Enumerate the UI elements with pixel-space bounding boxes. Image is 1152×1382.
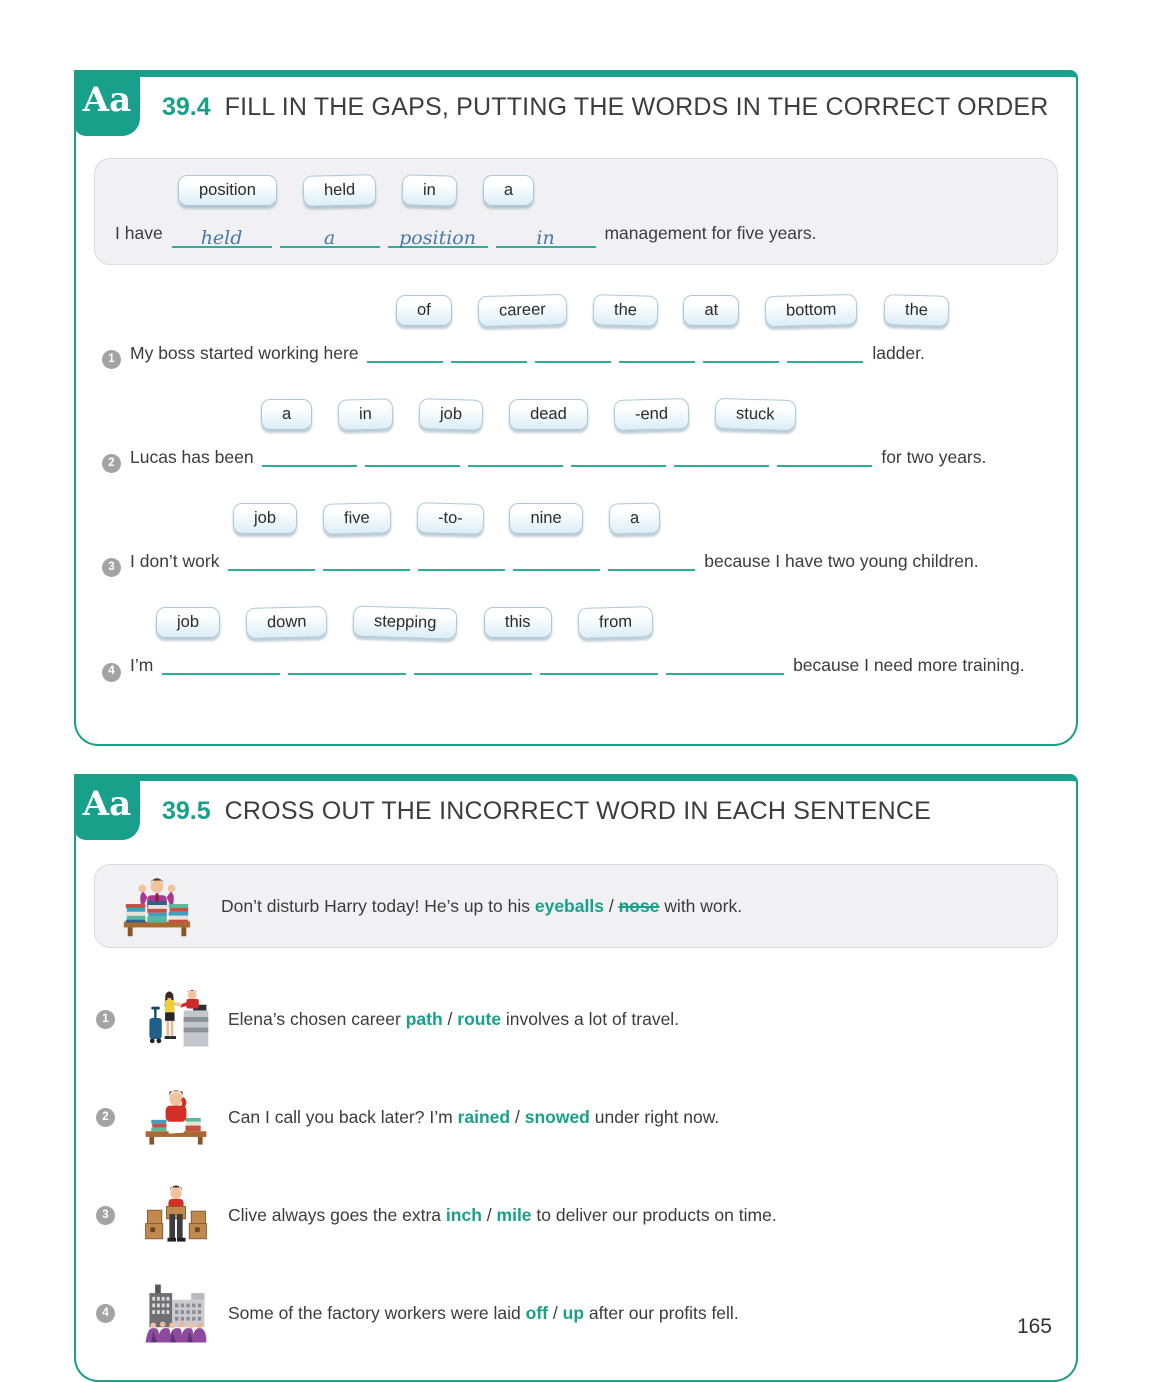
chips-row (396, 295, 1050, 326)
busy-phone-call-illustration (134, 1083, 218, 1151)
option-word-2[interactable]: nose (618, 895, 660, 916)
cross-out-item (96, 1176, 1050, 1254)
example-box (94, 158, 1058, 265)
answer-blank[interactable] (540, 655, 658, 675)
word-chip[interactable]: dead (509, 399, 588, 430)
item-number-badge: 4 (102, 663, 121, 682)
exercise-number: 39.5 (162, 797, 211, 825)
word-chip[interactable]: in (402, 174, 458, 207)
cross-out-items (76, 956, 1076, 1380)
answer-blank[interactable] (571, 447, 666, 467)
option-word-1[interactable]: inch (445, 1204, 482, 1225)
gap-fill-item (102, 399, 1050, 473)
word-chip[interactable]: held (303, 174, 377, 207)
sentence-lead: I’m (130, 655, 154, 676)
item-sentence (221, 893, 742, 919)
slash-separator: / (514, 1106, 520, 1127)
sentence-tail: for two years. (881, 447, 987, 468)
item-sentence (228, 1300, 739, 1326)
aa-vocabulary-badge (74, 70, 140, 136)
answer-blank[interactable] (666, 655, 784, 675)
sentence-tail: under right now. (594, 1106, 720, 1127)
gap-fill-item (102, 607, 1050, 681)
answer-blank[interactable] (513, 551, 600, 571)
chips-row (233, 503, 1050, 534)
item-number-badge: 2 (102, 454, 121, 473)
exercise-title: FILL IN THE GAPS, PUTTING THE WORDS IN THE CORRECT ORDER (224, 93, 1049, 121)
answer-blank[interactable] (228, 551, 315, 571)
word-chip[interactable]: job (419, 398, 484, 431)
answer-blank[interactable] (787, 343, 863, 363)
word-chip[interactable]: -to- (416, 502, 484, 535)
option-word-1[interactable]: path (405, 1008, 443, 1029)
answer-blank[interactable] (619, 343, 695, 363)
sentence-lead: I have (115, 223, 163, 243)
word-chip[interactable]: at (683, 295, 739, 326)
answer-blank[interactable] (365, 447, 460, 467)
gap-fill-items (76, 295, 1076, 712)
exercise-header (76, 781, 1076, 826)
item-number-badge: 2 (96, 1108, 115, 1127)
cross-out-item (96, 1078, 1050, 1156)
chips-row (156, 607, 1050, 638)
answer-blank[interactable] (535, 343, 611, 363)
answer-blank[interactable] (414, 655, 532, 675)
word-chip[interactable]: career (477, 294, 567, 327)
slash-separator: / (486, 1204, 492, 1225)
item-number-badge: 4 (96, 1304, 115, 1323)
answer-blank[interactable] (496, 228, 596, 248)
word-chip[interactable]: job (156, 607, 220, 638)
word-chip[interactable]: position (178, 175, 277, 206)
sentence-tail: after our profits fell. (588, 1302, 739, 1323)
sentence-lead: My boss started working here (130, 343, 359, 363)
sentence-lead: Elena’s chosen career (228, 1008, 401, 1029)
answer-blank[interactable] (280, 228, 380, 248)
sentence-lead: Can I call you back later? I’m (228, 1106, 453, 1127)
answer-blank[interactable] (162, 655, 280, 675)
option-word-2[interactable]: up (562, 1302, 585, 1323)
word-chip[interactable]: bottom (765, 294, 858, 327)
sentence-lead: Lucas has been (130, 447, 254, 468)
word-chip[interactable]: the (883, 294, 949, 327)
slash-separator: / (552, 1302, 558, 1323)
word-chip[interactable]: stuck (714, 398, 795, 431)
cross-out-item (96, 980, 1050, 1058)
option-word-2[interactable]: mile (496, 1204, 532, 1225)
item-sentence (102, 444, 1050, 473)
answer-blank[interactable] (172, 228, 272, 248)
answer-blank[interactable] (288, 655, 406, 675)
traveler-checkin-illustration (134, 985, 218, 1053)
sentence-lead: Don’t disturb Harry today! He’s up to his (221, 895, 530, 916)
example-sentence (115, 220, 1037, 248)
word-chip[interactable]: from (577, 606, 653, 639)
word-chip[interactable]: this (484, 607, 552, 638)
answer-blank[interactable] (674, 447, 769, 467)
exercise-39-5-panel (74, 774, 1078, 1382)
answer-blank[interactable] (451, 343, 527, 363)
word-chip[interactable]: down (246, 606, 328, 639)
answer-blank[interactable] (418, 551, 505, 571)
word-chip[interactable]: in (338, 398, 394, 430)
option-word-1[interactable]: off (525, 1302, 548, 1323)
gap-fill-item (102, 503, 1050, 577)
page-number: 165 (1016, 1315, 1052, 1338)
word-chip[interactable]: five (323, 502, 391, 535)
sentence-tail: because I have two young children. (704, 551, 979, 572)
answer-blank[interactable] (323, 551, 410, 571)
aa-badge-label: Aa (82, 80, 132, 120)
slash-separator: / (608, 895, 614, 916)
exercise-number: 39.4 (162, 93, 211, 121)
handwritten-answer: in (536, 227, 555, 249)
sentence-tail: with work. (664, 895, 743, 916)
exercise-title: CROSS OUT THE INCORRECT WORD IN EACH SENTENCE (224, 797, 931, 825)
sentence-lead: Clive always goes the extra (228, 1204, 442, 1225)
item-number-badge: 3 (102, 558, 121, 577)
sentence-tail: ladder. (872, 343, 925, 363)
answer-blank[interactable] (388, 228, 488, 248)
gap-fill-item (102, 295, 1050, 369)
slash-separator: / (447, 1008, 453, 1029)
item-sentence (228, 1202, 777, 1228)
aa-vocabulary-badge (74, 774, 140, 840)
handwritten-answer: a (323, 227, 336, 249)
example-box (94, 864, 1058, 948)
sentence-lead: I don’t work (130, 551, 220, 572)
answer-blank[interactable] (468, 447, 563, 467)
item-number-badge: 1 (96, 1010, 115, 1029)
answer-blank[interactable] (262, 447, 357, 467)
word-chip[interactable]: stepping (353, 606, 458, 640)
handwritten-answer: held (200, 227, 243, 249)
exercise-39-4-panel (74, 70, 1078, 746)
option-word-1[interactable]: eyeballs (534, 895, 604, 916)
aa-badge-label: Aa (82, 784, 132, 824)
word-chip[interactable]: a (608, 503, 660, 535)
item-sentence (228, 1104, 719, 1130)
word-chip[interactable]: a (483, 175, 534, 206)
sentence-lead: Some of the factory workers were laid (228, 1302, 521, 1323)
item-sentence (228, 1006, 679, 1032)
word-chip[interactable]: of (396, 295, 452, 326)
sentence-tail: involves a lot of travel. (505, 1008, 680, 1029)
item-number-badge: 3 (96, 1206, 115, 1225)
word-chip[interactable]: the (592, 294, 658, 327)
cross-out-item (96, 1274, 1050, 1352)
option-word-2[interactable]: snowed (524, 1106, 590, 1127)
sentence-tail: to deliver our products on time. (536, 1204, 777, 1225)
item-sentence (102, 340, 1050, 369)
chips-row (178, 175, 1037, 206)
answer-blank[interactable] (703, 343, 779, 363)
answer-blank[interactable] (367, 343, 443, 363)
answer-blank[interactable] (777, 447, 872, 467)
factory-workers-illustration (134, 1279, 218, 1347)
word-chip[interactable]: nine (509, 503, 582, 534)
word-chip[interactable]: -end (613, 398, 689, 431)
item-sentence (102, 548, 1050, 577)
delivery-boxes-illustration (134, 1181, 218, 1249)
option-word-2[interactable]: route (457, 1008, 502, 1029)
sentence-tail: because I need more training. (793, 655, 1025, 676)
overworked-man-illustration (115, 871, 199, 941)
word-chip[interactable]: job (233, 503, 297, 534)
option-word-1[interactable]: rained (457, 1106, 511, 1127)
item-number-badge: 1 (102, 350, 121, 369)
exercise-header (76, 77, 1076, 122)
answer-blank[interactable] (608, 551, 695, 571)
item-sentence (102, 652, 1050, 681)
chips-row (261, 399, 1050, 430)
word-chip[interactable]: a (261, 399, 312, 430)
handwritten-answer: position (399, 227, 476, 249)
sentence-tail: management for five years. (604, 223, 817, 243)
